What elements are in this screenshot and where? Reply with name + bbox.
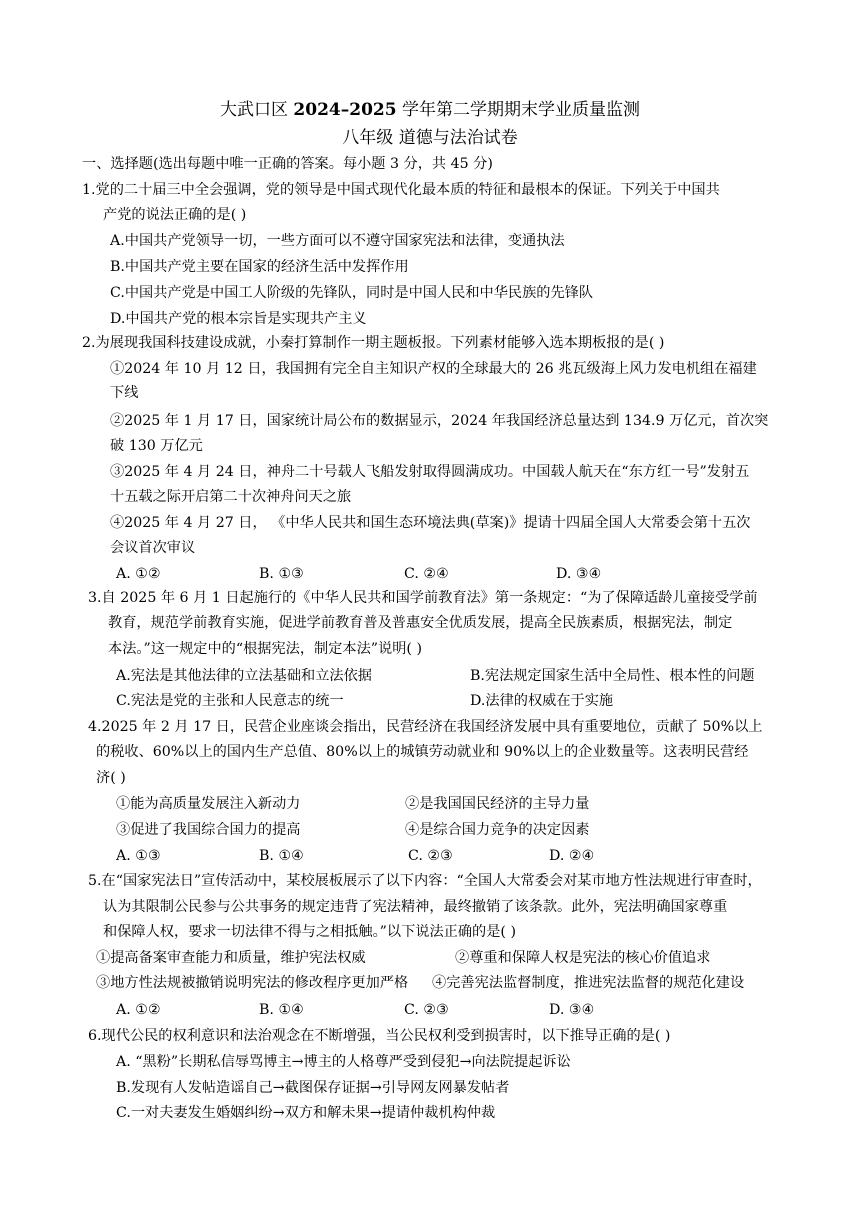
- option-b: B.中国共产党主要在国家的经济生活中发挥作用: [110, 259, 409, 275]
- statement-1: ①提高备案审查能力和质量，维护宪法权威: [96, 950, 366, 966]
- option-c: C.宪法是党的主张和人民意志的统一: [116, 693, 344, 709]
- choice-c: C. ②④: [404, 566, 449, 582]
- option-a: A.中国共产党领导一切，一些方面可以不遵守国家宪法和法律，变通执法: [110, 233, 565, 249]
- question-stem-line: 5.在“国家宪法日”宣传活动中，某校展板展示了以下内容：“全国人大常委会对某市地方性法规进行审查时，: [88, 873, 762, 889]
- option-b: B.发现有人发帖造谣自己→截图保存证据→引导网友网暴发帖者: [116, 1080, 510, 1096]
- statement-3: ③2025 年 4 月 24 日，神舟二十号载人飞船发射取得圆满成功。中国载人航天在“东方红一号”发射五: [110, 464, 750, 480]
- choice-b: B. ①④: [259, 848, 304, 864]
- option-a: A. “黑粉”长期私信辱骂博主→博主的人格尊严受到侵犯→向法院提起诉讼: [116, 1054, 571, 1070]
- statement-2: ②尊重和保障人权是宪法的核心价值追求: [455, 950, 711, 966]
- option-c: C.中国共产党是中国工人阶级的先锋队，同时是中国人民和中华民族的先锋队: [110, 285, 594, 301]
- question-stem-line: 2.为展现我国科技建设成就，小秦打算制作一期主题板报。下列素材能够入选本期板报的是( ): [82, 335, 665, 351]
- question-stem-line: 的税收、60%以上的国内生产总值、80%以上的城镇劳动就业和 90%以上的企业数量等。这表明民营经: [96, 744, 749, 760]
- choice-c: C. ②③: [404, 1002, 449, 1018]
- choice-b: B. ①④: [259, 1002, 304, 1018]
- question-stem-line: 产党的说法正确的是( ): [103, 207, 247, 223]
- statement-4-cont: 会议首次审议: [110, 540, 196, 556]
- section-heading: 一、选择题(选出每题中唯一正确的答案。每小题 3 分，共 45 分): [82, 156, 493, 172]
- choice-c: C. ②③: [408, 848, 453, 864]
- choice-d: D. ③④: [556, 566, 602, 582]
- question-stem-line: 和保障人权，要求一切法律不得与之相抵触。”以下说法正确的是( ): [103, 924, 516, 940]
- question-stem-line: 1.党的二十届三中全会强调，党的领导是中国式现代化最本质的特征和最根本的保证。下列关于中国共: [82, 182, 720, 198]
- statement-3: ③促进了我国综合国力的提高: [116, 822, 301, 838]
- statement-1-cont: 下线: [110, 385, 139, 401]
- option-a: A.宪法是其他法律的立法基础和立法依据: [116, 668, 372, 684]
- statement-1: ①能为高质量发展注入新动力: [116, 796, 301, 812]
- exam-title: 大武口区 2024–2025 学年第二学期期末学业质量监测: [220, 100, 640, 120]
- question-stem-line: 6.现代公民的权利意识和法治观念在不断增强，当公民权利受到损害时，以下推导正确的是( ): [88, 1028, 671, 1044]
- question-stem-line: 济( ): [96, 770, 126, 786]
- option-d: D.中国共产党的根本宗旨是实现共产主义: [110, 311, 367, 327]
- option-c: C.一对夫妻发生婚姻纠纷→双方和解未果→提请仲裁机构仲裁: [116, 1105, 496, 1121]
- statement-2: ②是我国国民经济的主导力量: [405, 796, 590, 812]
- statement-4: ④完善宪法监督制度，推进宪法监督的规范化建设: [432, 975, 745, 991]
- question-stem-line: 教育，规范学前教育实施，促进学前教育普及普惠安全优质发展，提高全民族素质，根据宪法，制定: [108, 615, 733, 631]
- statement-2: ②2025 年 1 月 17 日，国家统计局公布的数据显示，2024 年我国经济总量达到 134.9 万亿元，首次突: [110, 413, 769, 429]
- statement-2-cont: 破 130 万亿元: [110, 438, 203, 454]
- statement-3-cont: 十五载之际开启第二十次神舟问天之旅: [110, 489, 352, 505]
- option-b: B.宪法规定国家生活中全局性、根本性的问题: [470, 668, 755, 684]
- choice-d: D. ②④: [549, 848, 595, 864]
- statement-4: ④2025 年 4 月 27 日， 《中华人民共和国生态环境法典(草案)》提请十四届全国人大常委会第十五次: [110, 515, 751, 531]
- statement-4: ④是综合国力竞争的决定因素: [405, 822, 590, 838]
- option-d: D.法律的权威在于实施: [470, 693, 614, 709]
- question-stem-line: 认为其限制公民参与公共事务的规定违背了宪法精神，最终撤销了该条款。此外，宪法明确国家尊重: [103, 899, 728, 915]
- choice-d: D. ③④: [549, 1002, 595, 1018]
- choice-a: A. ①②: [116, 1002, 161, 1018]
- question-stem-line: 本法。”这一规定中的“根据宪法，制定本法”说明( ): [108, 641, 422, 657]
- choice-a: A. ①③: [116, 848, 161, 864]
- exam-subtitle: 八年级 道德与法治试卷: [342, 128, 518, 148]
- statement-1: ①2024 年 10 月 12 日，我国拥有完全自主知识产权的全球最大的 26 兆瓦级海上风力发电机组在福建: [110, 361, 757, 377]
- choice-b: B. ①③: [259, 566, 304, 582]
- statement-3: ③地方性法规被撤销说明宪法的修改程序更加严格: [96, 975, 409, 991]
- choice-a: A. ①②: [116, 566, 161, 582]
- question-stem-line: 4.2025 年 2 月 17 日，民营企业座谈会指出，民营经济在我国经济发展中具有重要地位，贡献了 50%以上: [88, 719, 763, 735]
- question-stem-line: 3.自 2025 年 6 月 1 日起施行的《中华人民共和国学前教育法》第一条规定：“为了保障适龄儿童接受学前: [88, 590, 758, 606]
